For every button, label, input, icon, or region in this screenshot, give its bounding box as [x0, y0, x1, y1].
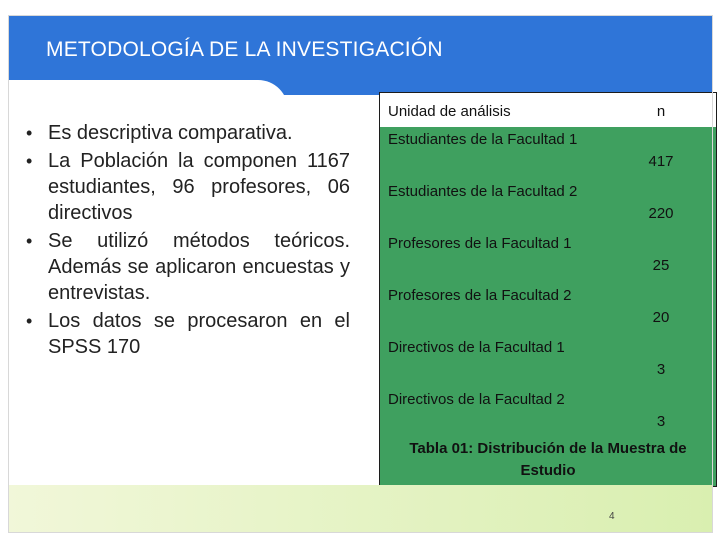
table-row [380, 179, 716, 231]
bullet-dot-icon: • [26, 151, 33, 171]
page-number: 4 [609, 511, 615, 522]
footer-band [8, 485, 713, 533]
row-label: Estudiantes de la Facultad 2 [388, 183, 578, 200]
row-label: Directivos de la Facultad 2 [388, 391, 565, 408]
slide-title: METODOLOGÍA DE LA INVESTIGACIÓN [46, 38, 443, 61]
bullet-list [20, 120, 350, 362]
column-header-n: n [606, 93, 716, 127]
row-value: 25 [652, 257, 670, 274]
bullet-dot-icon: • [26, 123, 33, 143]
row-label: Profesores de la Facultad 2 [388, 287, 572, 304]
header-curve [8, 80, 288, 110]
row-value: 220 [648, 205, 674, 222]
table-row [380, 335, 716, 387]
bullet-item [20, 120, 350, 146]
bullet-text: Los datos se procesaron en el SPSS 170 [48, 310, 350, 358]
bullet-dot-icon: • [26, 311, 33, 331]
row-value: 20 [652, 309, 670, 326]
row-label: Directivos de la Facultad 1 [388, 339, 565, 356]
row-label: Profesores de la Facultad 1 [388, 235, 572, 252]
bullet-item [20, 308, 350, 360]
row-label: Estudiantes de la Facultad 1 [388, 131, 578, 148]
bullet-text: Es descriptiva comparativa. [48, 122, 293, 144]
table-header-row [380, 93, 716, 127]
bullet-item [20, 148, 350, 226]
row-value: 3 [656, 361, 666, 378]
table-row [380, 231, 716, 283]
sample-table-panel [379, 92, 717, 487]
bullet-item [20, 228, 350, 306]
bullet-text: La Población la componen 1167 estudiantes, 96 profesores, 06 directivos [48, 150, 350, 224]
table-caption: Tabla 01: Distribución de la Muestra de Estudio [409, 440, 687, 479]
column-header-unit: Unidad de análisis [380, 93, 606, 127]
bullet-dot-icon: • [26, 231, 33, 251]
table-row [380, 127, 716, 179]
table-row [380, 387, 716, 439]
row-value: 3 [656, 413, 666, 430]
bullet-text: Se utilizó métodos teóricos. Además se aplicaron encuestas y entrevistas. [48, 230, 350, 304]
sample-table [380, 93, 716, 439]
table-row [380, 283, 716, 335]
row-value: 417 [648, 153, 674, 170]
